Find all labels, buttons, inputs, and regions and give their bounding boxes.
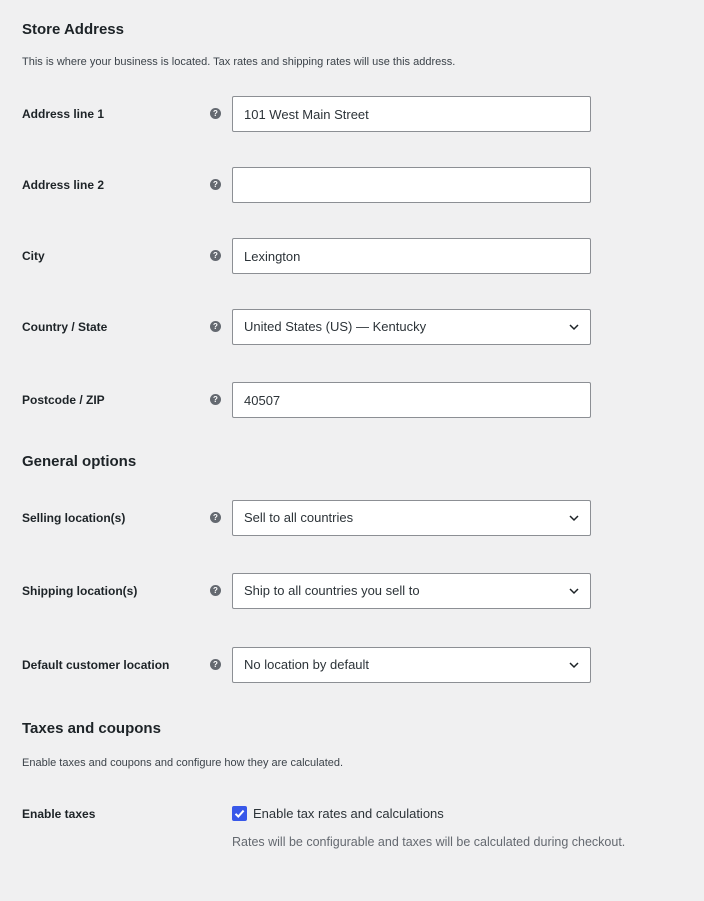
- default-customer-location-selected-value: No location by default: [244, 657, 370, 672]
- enable-taxes-label: Enable taxes: [22, 807, 96, 821]
- enable-taxes-checkbox[interactable]: [232, 806, 247, 821]
- chevron-down-icon: [568, 321, 580, 333]
- country-state-row: [0, 309, 704, 345]
- city-row: [0, 238, 704, 274]
- shipping-locations-select[interactable]: [232, 573, 591, 609]
- selling-locations-select[interactable]: [232, 500, 591, 536]
- question-circle-icon[interactable]: ?: [210, 585, 221, 596]
- country-state-label: Country / State: [22, 320, 108, 334]
- checkmark-icon: [233, 807, 246, 820]
- postcode-row: [0, 382, 704, 418]
- country-state-select[interactable]: [232, 309, 591, 345]
- question-circle-icon[interactable]: ?: [210, 512, 221, 523]
- store-address-description: This is where your business is located. Tax rates and shipping rates will use this address.: [22, 56, 456, 68]
- postcode-input[interactable]: [232, 382, 591, 418]
- shipping-locations-label: Shipping location(s): [22, 584, 138, 598]
- taxes-coupons-heading: Taxes and coupons: [22, 720, 161, 737]
- question-circle-icon[interactable]: ?: [210, 659, 221, 670]
- taxes-coupons-description: Enable taxes and coupons and configure how they are calculated.: [22, 757, 344, 769]
- question-circle-icon[interactable]: ?: [210, 179, 221, 190]
- postcode-label: Postcode / ZIP: [22, 393, 105, 407]
- shipping-locations-selected-value: Ship to all countries you sell to: [244, 583, 420, 598]
- enable-taxes-checkbox-label[interactable]: Enable tax rates and calculations: [253, 806, 444, 821]
- address-line-2-row: [0, 167, 704, 203]
- address-line-1-row: [0, 96, 704, 132]
- question-circle-icon[interactable]: ?: [210, 250, 221, 261]
- address-line-1-label: Address line 1: [22, 107, 105, 121]
- city-label: City: [22, 249, 45, 263]
- question-circle-icon[interactable]: ?: [210, 108, 221, 119]
- chevron-down-icon: [568, 512, 580, 524]
- address-line-1-input[interactable]: [232, 96, 591, 132]
- country-state-selected-value: United States (US) — Kentucky: [244, 319, 427, 334]
- enable-taxes-hint: Rates will be configurable and taxes will be calculated during checkout.: [232, 835, 626, 849]
- store-address-heading: Store Address: [22, 21, 124, 38]
- general-options-heading: General options: [22, 453, 137, 470]
- chevron-down-icon: [568, 585, 580, 597]
- question-circle-icon[interactable]: ?: [210, 394, 221, 405]
- shipping-locations-row: [0, 573, 704, 609]
- question-circle-icon[interactable]: ?: [210, 321, 221, 332]
- selling-locations-label: Selling location(s): [22, 511, 126, 525]
- address-line-2-label: Address line 2: [22, 178, 105, 192]
- chevron-down-icon: [568, 659, 580, 671]
- selling-locations-selected-value: Sell to all countries: [244, 510, 354, 525]
- default-customer-location-select[interactable]: [232, 647, 591, 683]
- address-line-2-input[interactable]: [232, 167, 591, 203]
- selling-locations-row: [0, 500, 704, 536]
- city-input[interactable]: [232, 238, 591, 274]
- default-customer-location-label: Default customer location: [22, 658, 170, 672]
- default-customer-location-row: [0, 647, 704, 683]
